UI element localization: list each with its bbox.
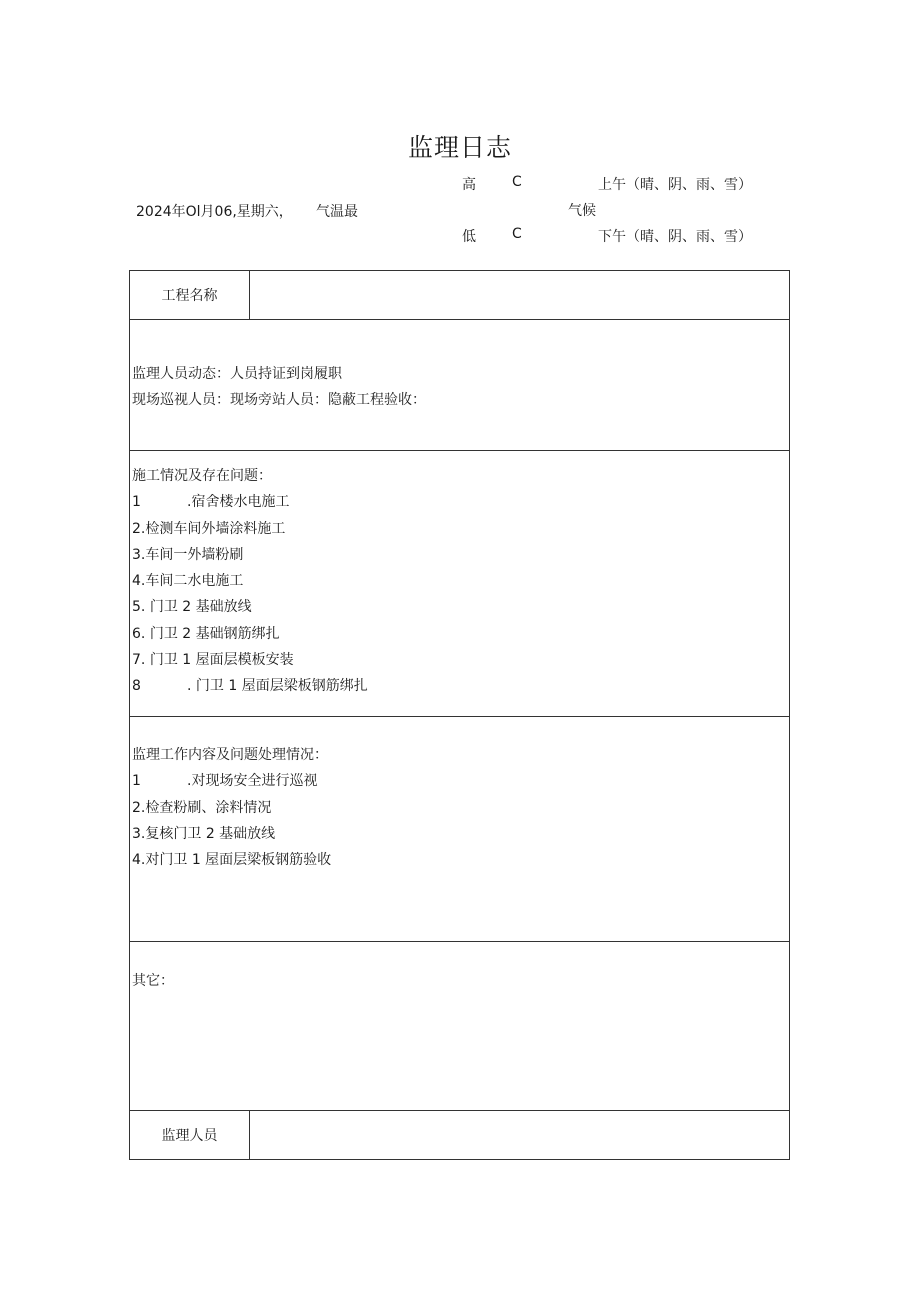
construction-heading: 施工情况及存在问题： bbox=[132, 468, 272, 484]
list-item: 7. 门卫 1 屋面层模板安装 bbox=[132, 652, 294, 669]
list-item: 4.对门卫 1 屋面层梁板钢筋验收 bbox=[132, 852, 332, 869]
project-name-label: 工程名称 bbox=[130, 271, 250, 320]
high-temp-unit: C bbox=[512, 174, 522, 190]
list-item: 1 .宿舍楼水电施工 bbox=[132, 494, 290, 511]
supervisor-value[interactable] bbox=[250, 1111, 790, 1160]
temp-label: 气温最 bbox=[316, 204, 358, 220]
list-item: 4.车间二水电施工 bbox=[132, 573, 244, 590]
list-item: 3.车间一外墙粉刷 bbox=[132, 546, 244, 563]
construction-row bbox=[130, 451, 790, 717]
log-table bbox=[129, 270, 790, 1160]
construction-section bbox=[130, 451, 790, 717]
list-item: 8 . 门卫 1 屋面层梁板钢筋绑扎 bbox=[132, 678, 368, 695]
supervision-row bbox=[130, 717, 790, 942]
project-name-value[interactable] bbox=[250, 271, 790, 320]
list-item: 5. 门卫 2 基础放线 bbox=[132, 599, 252, 616]
list-item: 2.检测车间外墙涂料施工 bbox=[132, 520, 286, 537]
list-item: 2.检查粉刷、涂料情况 bbox=[132, 799, 272, 816]
list-item: 3.复核门卫 2 基础放线 bbox=[132, 825, 276, 842]
inspection-personnel: 现场巡视人员：现场旁站人员：隐蔽工程验收： bbox=[132, 392, 426, 408]
am-weather: 上午（晴、阴、雨、雪） bbox=[598, 177, 752, 193]
personnel-status: 监理人员动态：人员持证到岗履职 bbox=[132, 366, 342, 382]
list-item: 6. 门卫 2 基础钢筋绑扎 bbox=[132, 625, 280, 642]
low-temp-unit: C bbox=[512, 226, 522, 242]
other-section bbox=[130, 942, 790, 1111]
supervision-section bbox=[130, 717, 790, 942]
other-row bbox=[130, 942, 790, 1111]
supervisor-row bbox=[130, 1111, 790, 1160]
personnel-section bbox=[130, 320, 790, 451]
page-title: 监理日志 bbox=[407, 133, 512, 162]
project-row bbox=[130, 271, 790, 320]
supervision-heading: 监理工作内容及问题处理情况： bbox=[132, 747, 328, 763]
high-temp-label: 高 bbox=[462, 177, 476, 193]
supervisor-label: 监理人员 bbox=[130, 1111, 250, 1160]
personnel-row bbox=[130, 320, 790, 451]
other-label: 其它： bbox=[132, 973, 174, 989]
low-temp-label: 低 bbox=[462, 229, 476, 245]
date-line: 2024年Ol月06,星期六， bbox=[136, 204, 293, 220]
climate-label: 气候 bbox=[568, 203, 596, 219]
list-item: 1 .对现场安全进行巡视 bbox=[132, 773, 318, 790]
pm-weather: 下午（晴、阴、雨、雪） bbox=[598, 229, 752, 245]
